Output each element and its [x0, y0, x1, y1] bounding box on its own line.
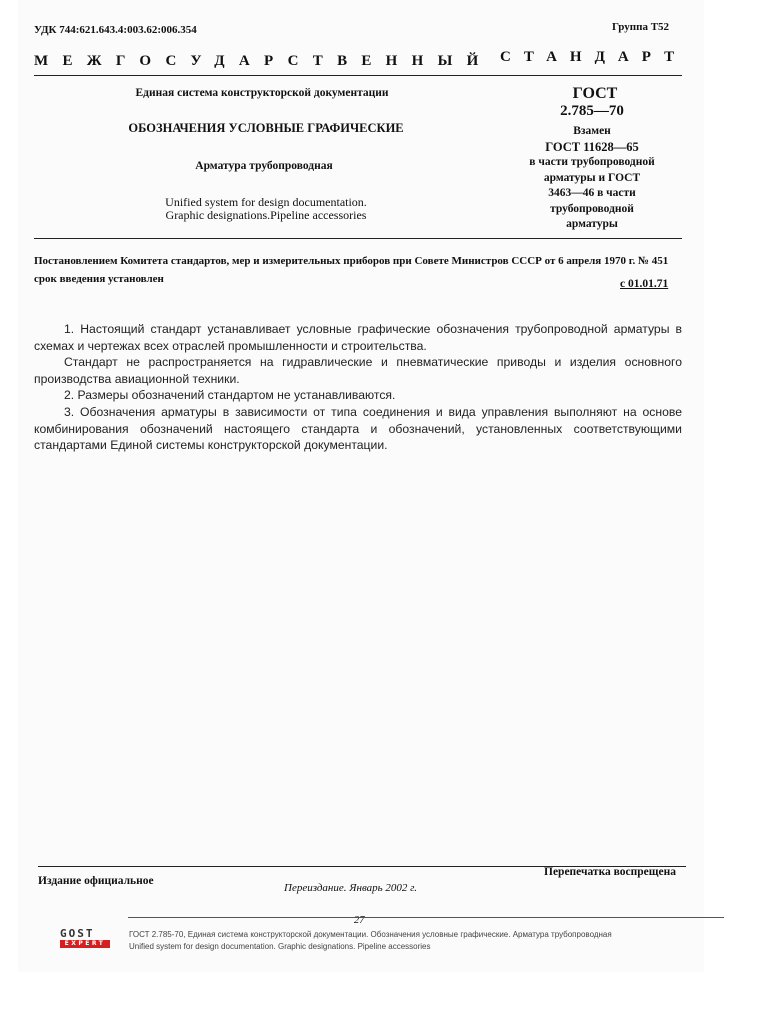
- standard-label: СТАНДАРТ: [500, 49, 688, 65]
- system-name: Единая система конструкторской документации: [135, 87, 389, 99]
- reprint-prohibited-label: Перепечатка воспрещена: [544, 866, 676, 878]
- gost-expert-logo: [60, 928, 110, 950]
- logo-top-text: GOST: [60, 927, 95, 940]
- body-text: [34, 321, 682, 454]
- paragraph: 2. Размеры обозначений стандартом не устанавливаются.: [64, 388, 396, 403]
- replaces-line: Взамен: [573, 125, 611, 137]
- gost-number: 2.785—70: [560, 103, 624, 119]
- decree-text: Постановлением Комитета стандартов, мер и измерительных приборов при Совете Министров СССР от 6 апреля 1970 г. № 451 срок введения установлен: [34, 255, 669, 285]
- english-title-line-2: Graphic designations.Pipeline accessories: [165, 208, 367, 222]
- english-title-line-1: Unified system for design documentation.: [165, 195, 367, 209]
- paragraph: 1. Настоящий стандарт устанавливает условные графические обозначения трубопроводной арматуры в схемах и чертежах всех отраслей промышленности и строительства.: [34, 322, 682, 353]
- replaces-block: [507, 124, 677, 233]
- gost-label: ГОСТ: [572, 85, 618, 102]
- interstate-label: МЕЖГОСУДАРСТВЕННЫЙ: [34, 53, 493, 69]
- footer-note-line: Unified system for design documentation. Graphic designations. Pipeline accessories: [129, 942, 431, 951]
- page-number: 27: [354, 915, 365, 926]
- replaces-line: арматуры: [566, 218, 618, 230]
- udk-code: УДК 744:621.643.4:003.62:006.354: [34, 24, 197, 36]
- replaces-line: 3463—46 в части: [548, 187, 636, 199]
- paragraph: Стандарт не распространяется на гидравлические и пневматические приводы и изделия основного производства авиационной техники.: [34, 355, 682, 386]
- title-divider: [34, 238, 682, 239]
- replaces-line: ГОСТ 11628—65: [545, 139, 639, 154]
- republish-note: Переиздание. Январь 2002 г.: [284, 882, 418, 894]
- document-title: ОБОЗНАЧЕНИЯ УСЛОВНЫЕ ГРАФИЧЕСКИЕ: [128, 121, 404, 135]
- official-edition-label: Издание официальное: [38, 875, 154, 887]
- replaces-line: трубопроводной: [550, 202, 634, 215]
- header-divider: [34, 75, 682, 76]
- logo-bottom-text: EXPERT: [60, 940, 110, 948]
- replaces-line: в части трубопроводной: [529, 156, 655, 168]
- replaces-line: арматуры и ГОСТ: [543, 171, 641, 184]
- document-subtitle: Арматура трубопроводная: [195, 160, 333, 172]
- footer-rule: [128, 917, 724, 918]
- group-code: Группа Т52: [612, 21, 670, 33]
- paragraph: 3. Обозначения арматуры в зависимости от типа соединения и вида управления выполняют на основе комбинирования обозначений настоящего стандарта и обозначений, установленных соответствующими стандартами Единой системы конструкторской документации.: [34, 404, 682, 453]
- effective-date: с 01.01.71: [620, 278, 669, 290]
- footer-note: [129, 929, 612, 953]
- footer-note-line: ГОСТ 2.785-70, Единая система конструкторской документации. Обозначения условные графические. Арматура трубопроводная: [129, 930, 612, 939]
